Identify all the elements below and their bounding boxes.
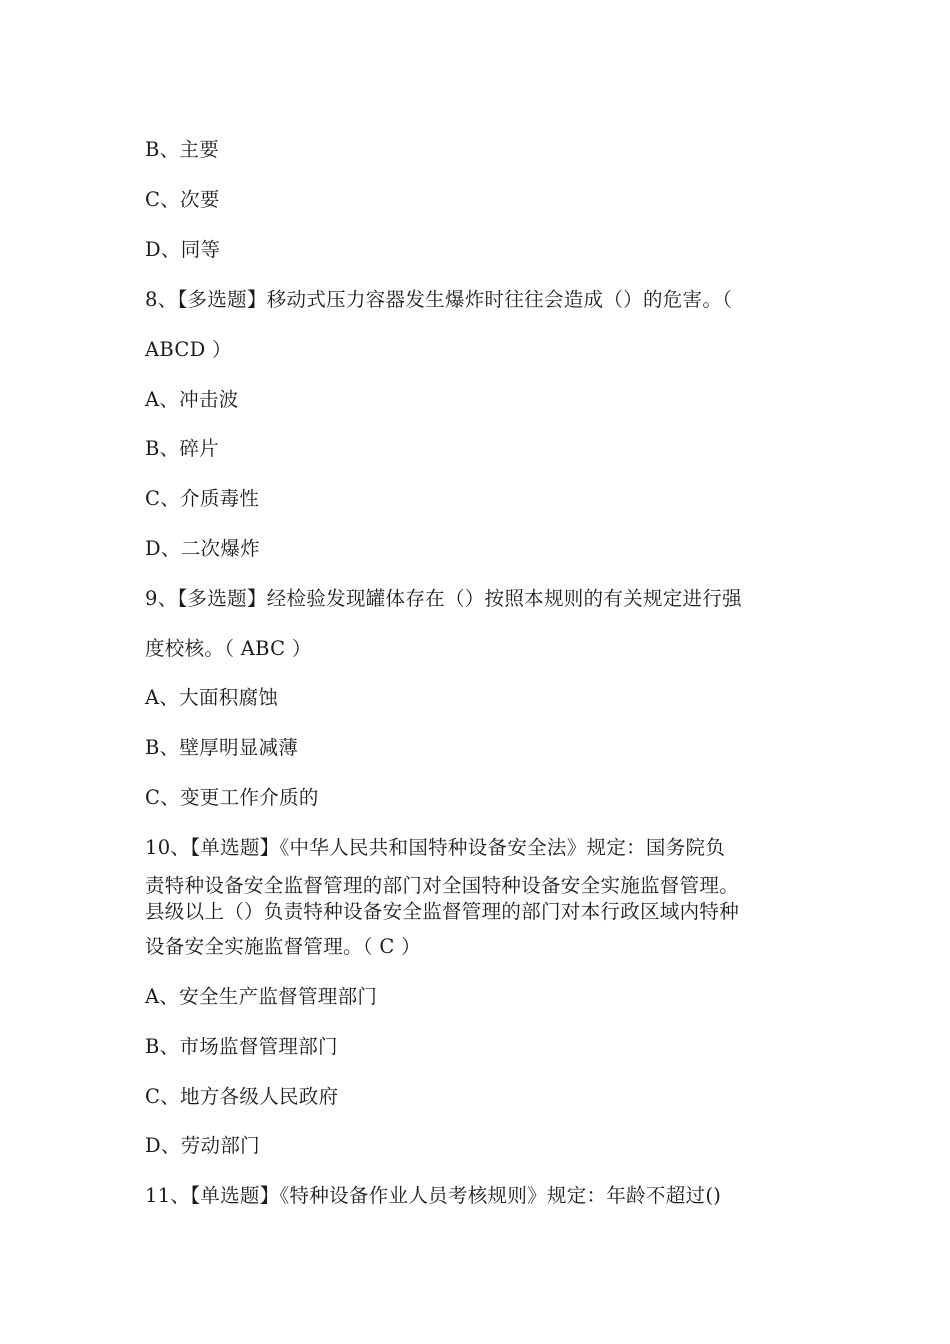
question-9-text: 9、【多选题】经检验发现罐体存在（）按照本规则的有关规定进行强	[145, 587, 742, 610]
option-7c: C、次要	[145, 188, 220, 211]
option-7b: B、主要	[145, 138, 220, 161]
question-10-text-line-2: 责特种设备安全监督管理的部门对全国特种设备安全实施监督管理。	[145, 874, 740, 897]
option-10a: A、安全生产监督管理部门	[145, 985, 378, 1008]
question-10-text-line-1: 10、【单选题】《中华人民共和国特种设备安全法》规定：国务院负	[145, 836, 726, 859]
option-8d: D、二次爆炸	[145, 537, 260, 560]
option-8b: B、碎片	[145, 437, 220, 460]
option-9b: B、壁厚明显减薄	[145, 736, 299, 759]
question-9-answer: 度校核。（ ABC ）	[145, 637, 312, 660]
option-8a: A、冲击波	[145, 388, 239, 411]
question-10-answer: 设备安全实施监督管理。（ C ）	[145, 935, 421, 958]
question-8-answer: ABCD ）	[145, 338, 232, 361]
option-7d: D、同等	[145, 238, 221, 261]
option-9c: C、变更工作介质的	[145, 786, 319, 809]
option-10b: B、市场监督管理部门	[145, 1035, 338, 1058]
option-10d: D、劳动部门	[145, 1134, 260, 1157]
option-10c: C、地方各级人民政府	[145, 1085, 339, 1108]
question-8-text: 8、【多选题】移动式压力容器发生爆炸时往往会造成（）的危害。（	[145, 288, 733, 311]
question-10-text-line-3: 县级以上（）负责特种设备安全监督管理的部门对本行政区域内特种	[145, 900, 740, 923]
option-9a: A、大面积腐蚀	[145, 686, 279, 709]
question-11-text: 11、【单选题】《特种设备作业人员考核规则》规定：年龄不超过()	[145, 1184, 722, 1207]
option-8c: C、介质毒性	[145, 487, 260, 510]
